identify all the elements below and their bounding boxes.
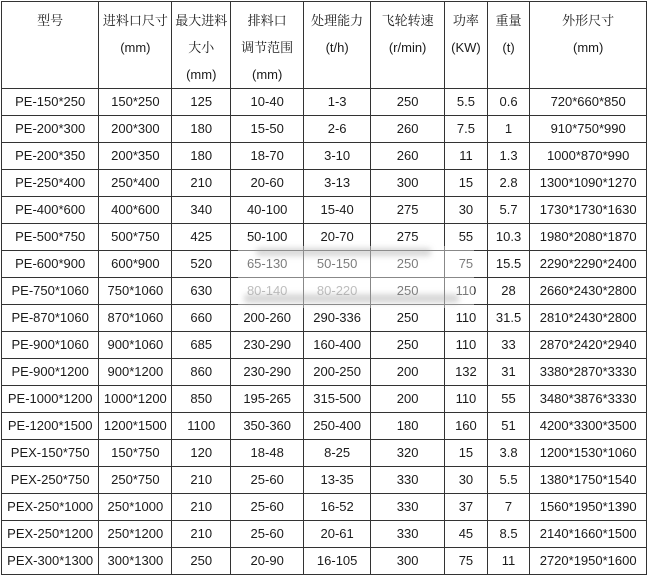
table-row [2, 413, 647, 440]
table-cell: 330 [371, 467, 445, 494]
table-cell: 3480*3876*3330 [530, 386, 647, 413]
table-row [2, 386, 647, 413]
table-cell: 1300*1090*1270 [530, 170, 647, 197]
header-cell-capacity: 处理能力 (t/h) [304, 2, 371, 89]
table-cell: 200 [371, 359, 445, 386]
table-cell: 110 [445, 386, 488, 413]
table-cell: 300 [371, 548, 445, 575]
table-cell: 1 [487, 116, 530, 143]
table-cell: 860 [172, 359, 231, 386]
table-cell: 30 [445, 197, 488, 224]
table-cell: 40-100 [231, 197, 304, 224]
table-cell: 50-150 [304, 251, 371, 278]
table-cell: 18-70 [231, 143, 304, 170]
table-cell: 250*750 [99, 467, 172, 494]
table-cell: 2720*1950*1600 [530, 548, 647, 575]
table-cell: 685 [172, 332, 231, 359]
table-cell: PE-200*350 [2, 143, 99, 170]
table-cell: 3380*2870*3330 [530, 359, 647, 386]
table-cell: PE-1200*1500 [2, 413, 99, 440]
table-cell: 1200*1500 [99, 413, 172, 440]
table-cell: 1380*1750*1540 [530, 467, 647, 494]
table-cell: 330 [371, 494, 445, 521]
table-cell: 25-60 [231, 521, 304, 548]
table-cell: 1980*2080*1870 [530, 224, 647, 251]
table-cell: 2660*2430*2800 [530, 278, 647, 305]
table-row [2, 170, 647, 197]
table-cell: 20-70 [304, 224, 371, 251]
table-cell: 7.5 [445, 116, 488, 143]
table-cell: 275 [371, 197, 445, 224]
table-cell: 120 [172, 440, 231, 467]
table-cell: 5.5 [487, 467, 530, 494]
table-cell: PE-600*900 [2, 251, 99, 278]
table-cell: PEX-250*1200 [2, 521, 99, 548]
table-cell: 160-400 [304, 332, 371, 359]
header-cell-weight: 重量 (t) [487, 2, 530, 89]
table-cell: 230-290 [231, 359, 304, 386]
table-cell: 180 [371, 413, 445, 440]
table-cell: 250 [371, 89, 445, 116]
table-cell: PE-400*600 [2, 197, 99, 224]
table-cell: 20-61 [304, 521, 371, 548]
table-cell: 125 [172, 89, 231, 116]
table-cell: 16-52 [304, 494, 371, 521]
table-cell: 75 [445, 548, 488, 575]
table-cell: 250 [371, 332, 445, 359]
table-cell: PEX-250*1000 [2, 494, 99, 521]
table-cell: 300 [371, 170, 445, 197]
table-cell: PEX-300*1300 [2, 548, 99, 575]
table-cell: 195-265 [231, 386, 304, 413]
table-cell: 30 [445, 467, 488, 494]
table-cell: 15.5 [487, 251, 530, 278]
table-cell: 2810*2430*2800 [530, 305, 647, 332]
table-cell: PE-250*400 [2, 170, 99, 197]
table-cell: 250*400 [99, 170, 172, 197]
table-cell: 2140*1660*1500 [530, 521, 647, 548]
table-cell: 1.3 [487, 143, 530, 170]
table-cell: 320 [371, 440, 445, 467]
table-cell: 250 [371, 251, 445, 278]
table-cell: PE-200*300 [2, 116, 99, 143]
table-row [2, 521, 647, 548]
table-row [2, 548, 647, 575]
table-cell: 750*1060 [99, 278, 172, 305]
table-cell: 150*250 [99, 89, 172, 116]
table-cell: 31 [487, 359, 530, 386]
header-cell-model: 型号 [2, 2, 99, 89]
table-cell: 720*660*850 [530, 89, 647, 116]
table-cell: 110 [445, 278, 488, 305]
table-row [2, 224, 647, 251]
table-cell: 80-140 [231, 278, 304, 305]
table-cell: 900*1200 [99, 359, 172, 386]
table-row [2, 89, 647, 116]
table-cell: 200-250 [304, 359, 371, 386]
table-cell: 210 [172, 170, 231, 197]
table-cell: 20-60 [231, 170, 304, 197]
table-cell: 275 [371, 224, 445, 251]
table-cell: 250*1000 [99, 494, 172, 521]
table-cell: 300*1300 [99, 548, 172, 575]
header-cell-max-feed-size: 最大进料 大小 (mm) [172, 2, 231, 89]
table-row [2, 332, 647, 359]
table-cell: 50-100 [231, 224, 304, 251]
table-cell: 51 [487, 413, 530, 440]
table-cell: 250 [371, 278, 445, 305]
header-cell-feed-opening-size: 进料口尺寸 (mm) [99, 2, 172, 89]
table-cell: PEX-250*750 [2, 467, 99, 494]
table-cell: 75 [445, 251, 488, 278]
table-cell: 210 [172, 494, 231, 521]
table-cell: 630 [172, 278, 231, 305]
table-cell: 2.8 [487, 170, 530, 197]
table-cell: 150*750 [99, 440, 172, 467]
table-cell: 500*750 [99, 224, 172, 251]
table-cell: PE-870*1060 [2, 305, 99, 332]
table-cell: 15-40 [304, 197, 371, 224]
table-cell: 250 [172, 548, 231, 575]
table-cell: 55 [445, 224, 488, 251]
table-cell: 11 [445, 143, 488, 170]
table-cell: 1000*1200 [99, 386, 172, 413]
table-row [2, 143, 647, 170]
table-row [2, 197, 647, 224]
table-cell: 1560*1950*1390 [530, 494, 647, 521]
table-cell: 870*1060 [99, 305, 172, 332]
table-cell: 3.8 [487, 440, 530, 467]
spec-table [1, 1, 647, 575]
table-cell: 400*600 [99, 197, 172, 224]
table-cell: 55 [487, 386, 530, 413]
table-cell: 200 [371, 386, 445, 413]
spec-table-head [2, 2, 647, 89]
table-cell: 110 [445, 332, 488, 359]
table-row [2, 251, 647, 278]
table-cell: PE-150*250 [2, 89, 99, 116]
table-cell: 10-40 [231, 89, 304, 116]
table-cell: 210 [172, 521, 231, 548]
table-cell: 425 [172, 224, 231, 251]
table-cell: 910*750*990 [530, 116, 647, 143]
table-cell: 7 [487, 494, 530, 521]
table-cell: 4200*3300*3500 [530, 413, 647, 440]
table-cell: PE-1000*1200 [2, 386, 99, 413]
table-cell: 200*350 [99, 143, 172, 170]
table-row [2, 440, 647, 467]
table-cell: 200-260 [231, 305, 304, 332]
table-cell: 350-360 [231, 413, 304, 440]
table-cell: 8-25 [304, 440, 371, 467]
table-cell: 15 [445, 170, 488, 197]
table-cell: 2870*2420*2940 [530, 332, 647, 359]
table-cell: 250*1200 [99, 521, 172, 548]
table-cell: 8.5 [487, 521, 530, 548]
table-cell: 210 [172, 467, 231, 494]
table-cell: 900*1060 [99, 332, 172, 359]
table-cell: 45 [445, 521, 488, 548]
table-row [2, 116, 647, 143]
table-cell: 5.5 [445, 89, 488, 116]
table-cell: PEX-150*750 [2, 440, 99, 467]
table-cell: PE-900*1200 [2, 359, 99, 386]
table-cell: 31.5 [487, 305, 530, 332]
table-cell: 660 [172, 305, 231, 332]
table-cell: 250-400 [304, 413, 371, 440]
table-cell: PE-750*1060 [2, 278, 99, 305]
table-cell: 25-60 [231, 467, 304, 494]
table-cell: 0.6 [487, 89, 530, 116]
table-row [2, 494, 647, 521]
table-cell: 200*300 [99, 116, 172, 143]
header-cell-flywheel-speed: 飞轮转速 (r/min) [371, 2, 445, 89]
header-cell-overall-dimensions: 外形尺寸 (mm) [530, 2, 647, 89]
header-cell-discharge-range: 排料口 调节范围 (mm) [231, 2, 304, 89]
table-cell: PE-900*1060 [2, 332, 99, 359]
table-cell: 850 [172, 386, 231, 413]
table-cell: 20-90 [231, 548, 304, 575]
table-cell: 33 [487, 332, 530, 359]
table-cell: 1-3 [304, 89, 371, 116]
table-cell: 15-50 [231, 116, 304, 143]
table-cell: 1200*1530*1060 [530, 440, 647, 467]
table-cell: 1730*1730*1630 [530, 197, 647, 224]
table-cell: 230-290 [231, 332, 304, 359]
table-cell: 13-35 [304, 467, 371, 494]
table-cell: 28 [487, 278, 530, 305]
table-cell: 37 [445, 494, 488, 521]
table-cell: 260 [371, 143, 445, 170]
table-cell: 65-130 [231, 251, 304, 278]
table-cell: 160 [445, 413, 488, 440]
spec-table-head-row [2, 2, 647, 89]
table-cell: 1100 [172, 413, 231, 440]
table-cell: 2-6 [304, 116, 371, 143]
table-cell: 132 [445, 359, 488, 386]
spec-table-body [2, 89, 647, 575]
table-cell: 250 [371, 305, 445, 332]
table-cell: 15 [445, 440, 488, 467]
table-cell: 80-220 [304, 278, 371, 305]
table-cell: 315-500 [304, 386, 371, 413]
table-cell: 10.3 [487, 224, 530, 251]
table-cell: 3-13 [304, 170, 371, 197]
table-cell: 5.7 [487, 197, 530, 224]
table-cell: 520 [172, 251, 231, 278]
header-cell-power: 功率 (KW) [445, 2, 488, 89]
table-cell: 18-48 [231, 440, 304, 467]
table-cell: 16-105 [304, 548, 371, 575]
table-row [2, 305, 647, 332]
table-row [2, 278, 647, 305]
table-cell: 1000*870*990 [530, 143, 647, 170]
table-cell: 600*900 [99, 251, 172, 278]
table-cell: 330 [371, 521, 445, 548]
table-cell: 180 [172, 143, 231, 170]
table-cell: 110 [445, 305, 488, 332]
table-cell: 11 [487, 548, 530, 575]
table-cell: PE-500*750 [2, 224, 99, 251]
table-cell: 25-60 [231, 494, 304, 521]
table-cell: 3-10 [304, 143, 371, 170]
table-cell: 340 [172, 197, 231, 224]
table-cell: 180 [172, 116, 231, 143]
table-cell: 260 [371, 116, 445, 143]
table-row [2, 359, 647, 386]
table-cell: 2290*2290*2400 [530, 251, 647, 278]
table-cell: 290-336 [304, 305, 371, 332]
table-row [2, 467, 647, 494]
